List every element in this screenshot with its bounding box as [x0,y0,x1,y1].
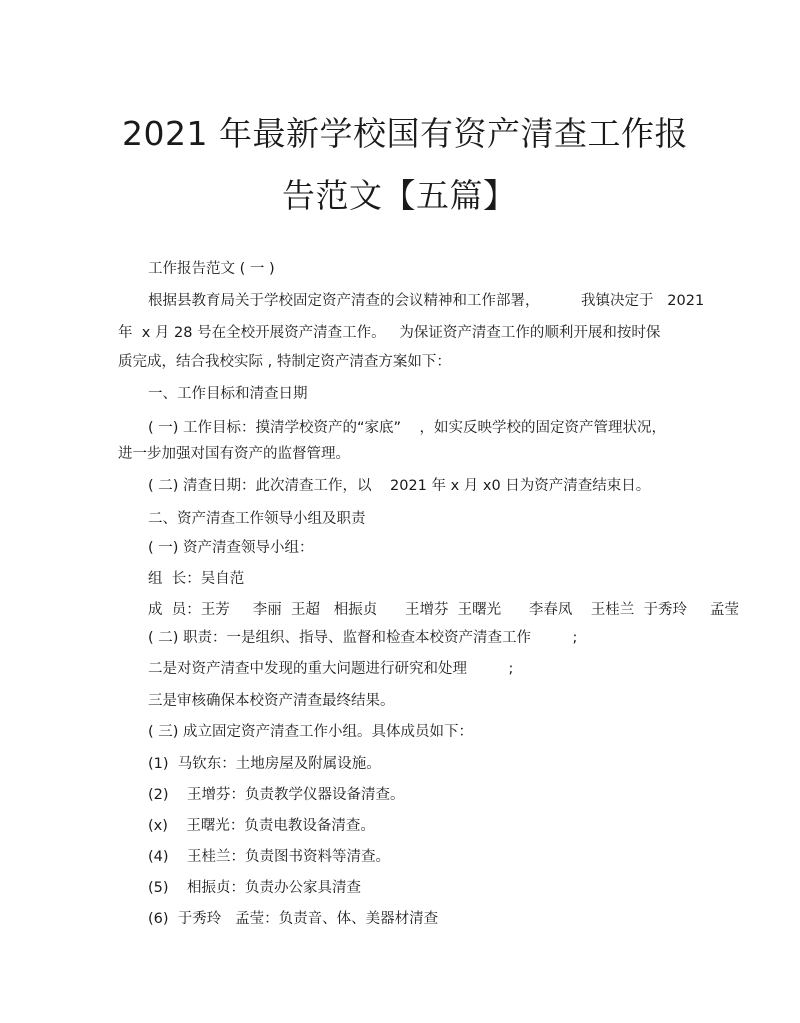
section-heading: 工作报告范文 ( 一 ) [148,261,275,277]
document-title-line-1: 2021 年最新学校国有资产清查工作报 [122,114,688,153]
paragraph-line: 二是对资产清查中发现的重大问题进行研究和处理 ; [148,661,514,677]
section-heading: 二、资产清查工作领导小组及职责 [148,511,366,527]
paragraph-line: 成 员：王芳 李丽 王超 相振贞 王增芬 王曙光 李春凤 王桂兰 于秀玲 孟莹 [148,602,740,618]
paragraph-line: 三是审核确保本校资产清查最终结果。 [148,693,395,709]
list-item: (6) 于秀玲 孟莹：负责音、体、美器材清查 [148,911,439,927]
paragraph-line: 质完成，结合我校实际 , 特制定资产清查方案如下： [118,354,451,370]
paragraph-line: ( 二) 职责：一是组织、指导、监督和检查本校资产清查工作 ; [148,630,578,646]
list-item: (1) 马钦东：土地房屋及附属设施。 [148,756,381,772]
list-item: (x) 王曙光：负责电教设备清查。 [148,818,375,834]
document-title-line-2: 告范文【五篇】 [282,176,517,215]
section-heading: 一、工作目标和清查日期 [148,386,308,402]
paragraph-line: ( 二) 清查日期：此次清查工作，以 2021 年 x 月 x0 日为资产清查结束日。 [148,478,651,494]
paragraph-line: 进一步加强对国有资产的监督管理。 [118,446,350,462]
paragraph-line: ( 一) 资产清查领导小组： [148,540,314,556]
list-item: (5) 相振贞：负责办公家具清查 [148,880,361,896]
paragraph-line: 组 长：吴自范 [148,571,245,587]
list-item: (4) 王桂兰：负责图书资料等清查。 [148,849,390,865]
paragraph-line: ( 三) 成立固定资产清查工作小组。具体成员如下： [148,724,474,740]
list-item: (2) 王增芬：负责教学仪器设备清查。 [148,787,405,803]
paragraph-line: 年 x 月 28 号在全校开展资产清查工作。 为保证资产清查工作的顺利开展和按时保 [118,325,661,341]
paragraph-line: 根据县教育局关于学校固定资产清查的会议精神和工作部署， 我镇决定于 2021 [148,293,705,309]
paragraph-line: ( 一) 工作目标：摸清学校资产的“家底” ，如实反映学校的固定资产管理状况， [148,420,666,436]
